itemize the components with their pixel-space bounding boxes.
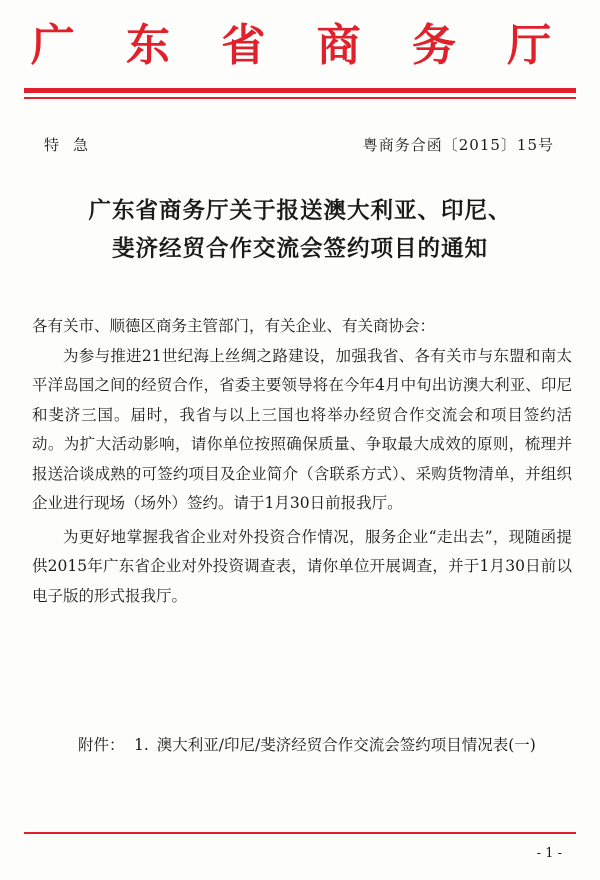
attachment-item-number: 1. xyxy=(134,736,149,754)
footer-rule xyxy=(24,832,576,834)
attachment-item-text: 澳大利亚/印尼/斐济经贸合作交流会签约项目情况表(一) xyxy=(156,736,536,754)
attachment-item xyxy=(134,730,574,760)
salutation: 各有关市、顺德区商务主管部门，有关企业、有关商协会： xyxy=(32,317,436,335)
page-number: - 1 - xyxy=(536,846,562,861)
masthead-rule-thin xyxy=(24,97,576,99)
attachment-label: 附件： xyxy=(78,736,125,754)
document-number: 粤商务合函〔2015〕15号 xyxy=(362,136,554,154)
urgency-label: 特急 xyxy=(44,136,103,154)
document-title xyxy=(40,192,560,268)
title-line-2: 斐济经贸合作交流会签约项目的通知 xyxy=(111,236,488,262)
title-line-1: 广东省商务厅关于报送澳大利亚、印尼、 xyxy=(88,198,512,224)
document-body xyxy=(32,312,572,611)
body-paragraph-2: 为更好地掌握我省企业对外投资合作情况，服务企业“走出去”，现随函提供2015年广东省企业对外投资调查表，请你单位开展调查，并于1月30日前以电子版的形式报我厅。 xyxy=(32,527,572,605)
body-paragraph-1: 为参与推进21世纪海上丝绸之路建设，加强我省、各有关市与东盟和南太平洋岛国之间的经贸合作，省委主要领导将在今年4月中旬出访澳大利亚、印尼和斐济三国。届时，我省与以上三国也将举办经贸合作交流会和项目签约活动。为扩大活动影响，请你单位按照确保质量、争取最大成效的原则，梳理并报送洽谈成熟的可签约项目及企业简介（含联系方式）、采购货物清单，并组织企业进行现场（场外）签约。请于1月30日前报我厅。 xyxy=(32,346,572,512)
masthead-title: 广 东 省 商 务 厅 xyxy=(30,20,570,71)
masthead-rule-thick xyxy=(24,88,576,93)
